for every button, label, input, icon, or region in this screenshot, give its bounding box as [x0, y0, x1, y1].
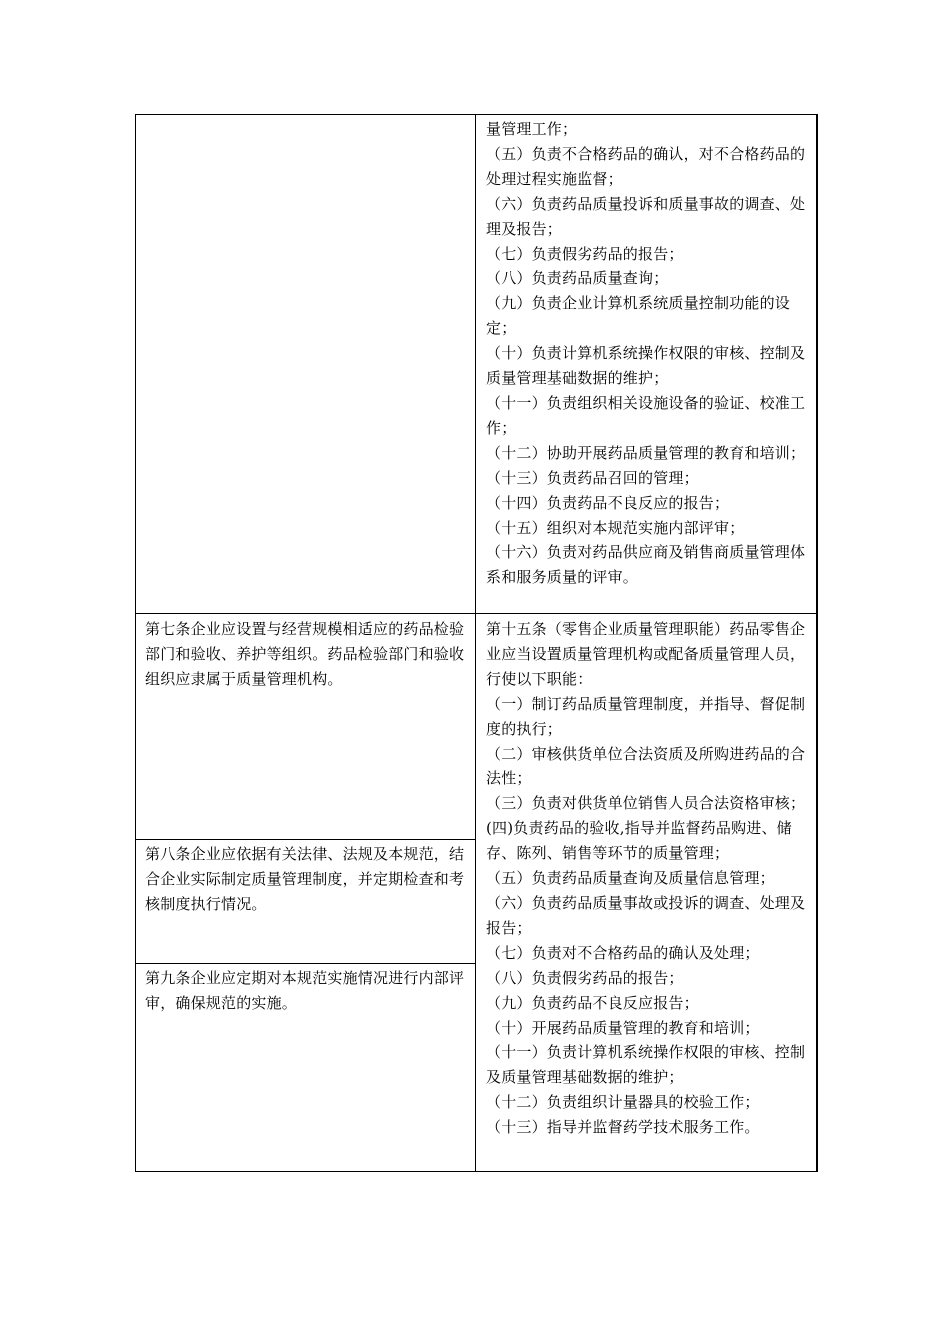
- left-cell-divider-article9: [135, 963, 476, 964]
- article8-cell: [145, 842, 470, 917]
- table-left-border: [135, 114, 136, 1172]
- list-item: 量管理工作；: [486, 120, 578, 138]
- list-item: （六）负责药品质量投诉和质量事故的调查、处理及报告；: [486, 194, 806, 238]
- table-row-divider: [135, 613, 818, 614]
- list-item: （十一）负责计算机系统操作权限的审核、控制及质量管理基础数据的维护；: [486, 1043, 806, 1087]
- list-item: （八）负责药品质量查询；: [486, 269, 669, 288]
- table-bottom-border: [135, 1171, 818, 1172]
- list-item: （九）负责企业计算机系统质量控制功能的设定；: [486, 294, 791, 338]
- list-item: （九）负责药品不良反应报告；: [486, 993, 699, 1012]
- list-item: （十一）负责组织相关设施设备的验证、校准工作；: [486, 393, 806, 437]
- article7-cell: [145, 617, 470, 692]
- article9-cell: [145, 966, 470, 1016]
- list-item: （十）开展药品质量管理的教育和培训；: [486, 1018, 760, 1037]
- list-item: （五）负责药品质量查询及质量信息管理；: [486, 869, 775, 888]
- list-item: （十二）负责组织计量器具的校验工作；: [486, 1093, 760, 1112]
- left-cell-divider-article8: [135, 839, 476, 840]
- table-column-divider: [475, 114, 476, 1172]
- article9-text: 第九条企业应定期对本规范实施情况进行内部评审，确保规范的实施。: [145, 969, 465, 1012]
- list-item: （十五）组织对本规范实施内部评审；: [486, 518, 745, 537]
- list-item: （十）负责计算机系统操作权限的审核、控制及质量管理基础数据的维护；: [486, 344, 806, 388]
- list-item: （五）负责不合格药品的确认，对不合格药品的处理过程实施监督；: [486, 144, 806, 188]
- list-item: （二）审核供货单位合法资质及所购进药品的合法性；: [486, 744, 806, 788]
- list-item: （三）负责对供货单位销售人员合法资格审核；: [486, 794, 806, 813]
- article15-cell: [486, 617, 810, 1140]
- list-item: （十二）协助开展药品质量管理的教育和培训；: [486, 443, 806, 462]
- article8-text: 第八条企业应依据有关法律、法规及本规范，结合企业实际制定质量管理制度，并定期检查和考核制度执行情况。: [145, 845, 465, 913]
- list-item: （一）制订药品质量管理制度，并指导、督促制度的执行；: [486, 694, 806, 738]
- article15-heading: 第十五条（零售企业质量管理职能）药品零售企业应当设置质量管理机构或配备质量管理人员，行使以下职能：: [486, 620, 806, 688]
- list-item: （七）负责对不合格药品的确认及处理；: [486, 943, 760, 962]
- article7-text: 第七条企业应设置与经营规模相适应的药品检验部门和验收、养护等组织。药品检验部门和验收组织应隶属于质量管理机构。: [145, 620, 465, 688]
- list-item: （十四）负责药品不良反应的报告；: [486, 493, 730, 512]
- list-item: （十三）指导并监督药学技术服务工作。: [486, 1118, 760, 1137]
- table-right-border: [816, 114, 818, 1172]
- list-item: （六）负责药品质量事故或投诉的调查、处理及报告；: [486, 893, 806, 937]
- list-item: (四)负责药品的验收,指导并监督药品购进、储存、陈列、销售等环节的质量管理；: [486, 819, 792, 863]
- table-top-border: [135, 114, 818, 115]
- list-item: （七）负责假劣药品的报告；: [486, 244, 684, 263]
- row1-right-cell: [486, 117, 810, 590]
- list-item: （八）负责假劣药品的报告；: [486, 968, 684, 987]
- list-item: （十三）负责药品召回的管理；: [486, 468, 699, 487]
- list-item: （十六）负责对药品供应商及销售商质量管理体系和服务质量的评审。: [486, 543, 806, 587]
